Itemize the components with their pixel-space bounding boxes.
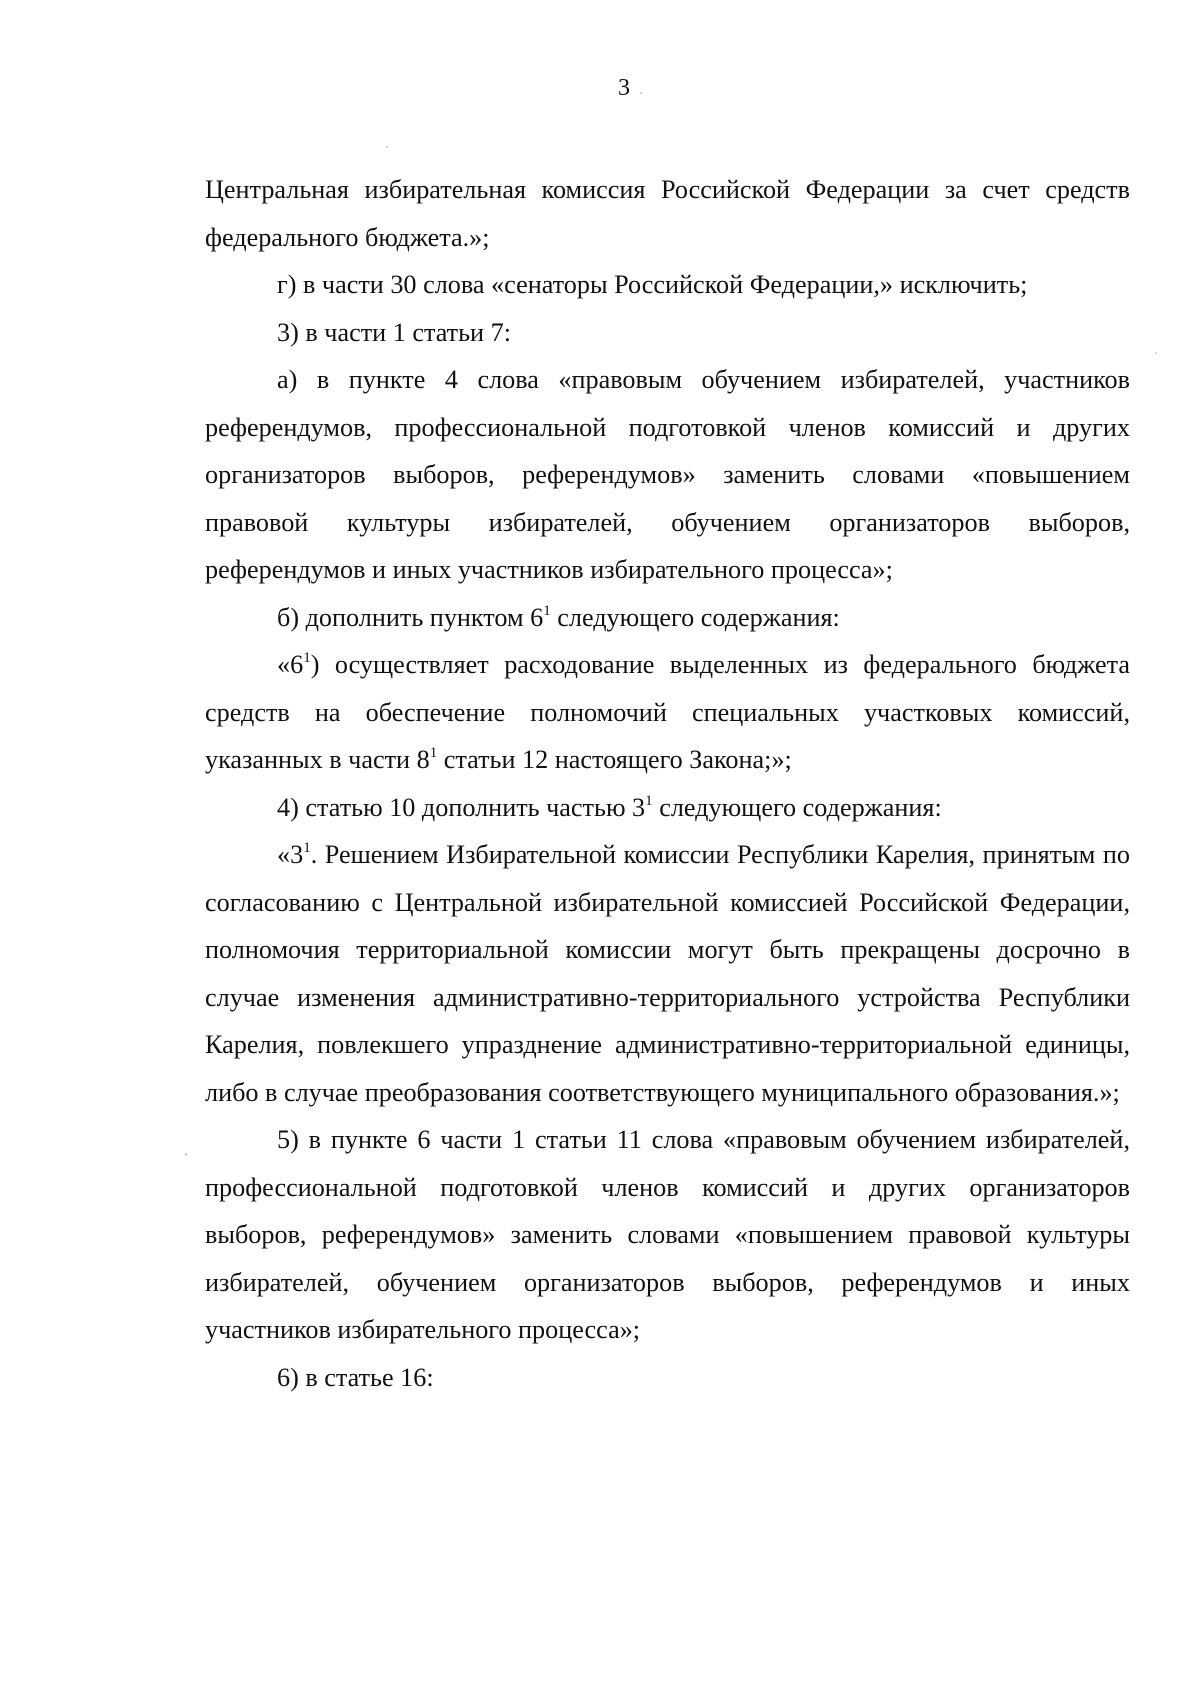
paragraph-item-6: 6) в статье 16: [277,1362,434,1392]
paragraph-item-4 [205,784,1130,832]
paragraph-item-g: г) в части 30 слова «сенаторы Российской Федерации,» исключить; [277,270,1028,299]
paragraph-text: следующего содержания: [652,792,942,822]
scan-speck [386,146,388,148]
paragraph-text: 4) статью 10 дополнить частью 3 [277,792,646,822]
paragraph-text: . Решением Избирательной комиссии Республики Карелия, принятым по согласованию с Центральной избирательной комиссией Российской Федерации, полномочия территориальной комиссии могут быть прекращены досрочно в случае изменения административно-территориального устройства Республики Карелия, повлекшего упразднение административно-территориальной единицы, либо в случае преобразования соответствующего муниципального образования.»; [205,840,1130,1107]
scan-speck [640,92,642,94]
superscript: 1 [303,840,311,856]
paragraph-item-3b [205,594,1130,642]
paragraph-text: следующего содержания: [550,602,840,632]
paragraph-item-5: 5) в пункте 6 части 1 статьи 11 слова «правовым обучением избирателей, профессиональной подготовкой членов комиссий и других организаторов выборов, референдумов» заменить словами «повышением правовой культуры избирателей, обучением организаторов выборов, референдумов и иных участников избирательного процесса»; [205,1125,1130,1344]
superscript: 1 [645,792,653,809]
page-number: 3 [618,75,630,101]
paragraph-continuation: Центральная избирательная комиссия Российской Федерации за счет средств федерального бюджета.»; [205,175,1130,252]
scan-speck [185,1153,187,1156]
paragraph-text: статьи 12 настоящего Закона;»; [437,745,792,774]
paragraph-new-part-3-1 [205,831,1130,1116]
superscript: 1 [303,650,311,666]
paragraph-item-3a: а) в пункте 4 слова «правовым обучением избирателей, участников референдумов, профессиональной подготовкой членов комиссий и других организаторов выборов, референдумов» заменить словами «повышением правовой культуры избирателей, обучением организаторов выборов, референдумов и иных участников избирательного процесса»; [205,365,1130,584]
paragraph-text: «3 [277,840,304,869]
paragraph-item-3: 3) в части 1 статьи 7: [277,317,511,347]
paragraph-text: б) дополнить пунктом 6 [277,602,544,632]
paragraph-new-point-6-1 [205,641,1130,784]
superscript: 1 [429,745,438,761]
paragraph-text: «6 [277,650,304,679]
paragraph-text: ) осуществляет расходование выделенных из федерального бюджета средств на обеспечение полномочий специальных участковых комиссий, указанных в части 8 [205,650,1130,774]
superscript: 1 [543,602,551,619]
document-body [205,166,1130,1401]
scan-speck [1155,352,1157,354]
